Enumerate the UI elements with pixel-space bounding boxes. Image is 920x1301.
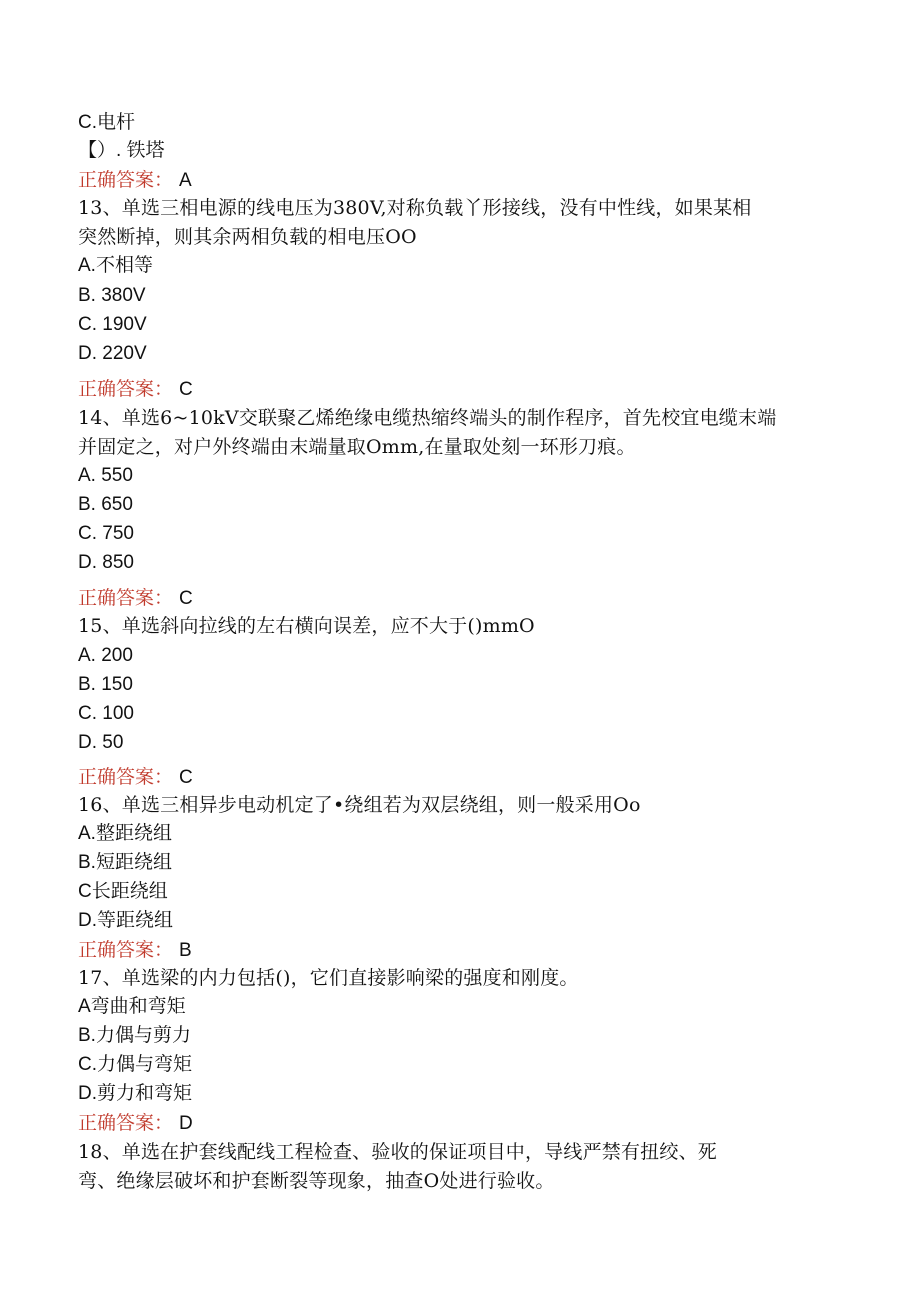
question-text: 18、单选在护套线配线工程检查、验收的保证项目中，导线严禁有扭绞、死: [78, 1141, 717, 1163]
answer-label: 正确答案：: [78, 169, 174, 191]
option-text: A. 200: [78, 645, 133, 666]
answer-label: 正确答案：: [78, 939, 174, 961]
question-text: 弯、绝缘层破坏和护套断裂等现象，抽查O处进行验收。: [78, 1170, 555, 1192]
question-text: 17、单选梁的内力包括()，它们直接影响梁的强度和刚度。: [78, 967, 579, 989]
answer-label: 正确答案：: [78, 1112, 174, 1134]
option-text: C. 190V: [78, 314, 147, 335]
question-text: 15、单选斜向拉线的左右横向误差，应不大于()mmO: [78, 615, 535, 637]
answer-value: B: [179, 940, 192, 961]
answer-label: 正确答案：: [78, 766, 174, 788]
option-text: B. 150: [78, 674, 133, 695]
option-text: B. 380V: [78, 285, 146, 306]
option-text: D. 850: [78, 552, 134, 573]
answer-label: 正确答案：: [78, 587, 174, 609]
option-text: B.短距绕组: [78, 852, 172, 873]
option-text: C. 100: [78, 703, 134, 724]
answer-value: A: [179, 170, 192, 191]
question-text: 并固定之，对户外终端由末端量取Omm,在量取处刻一环形刀痕。: [78, 436, 636, 458]
answer-value: C: [179, 379, 193, 400]
option-text: C. 750: [78, 523, 134, 544]
option-text: B. 650: [78, 494, 133, 515]
question-text: 13、单选三相电源的线电压为380V,对称负载丫形接线，没有中性线，如果某相: [78, 197, 752, 219]
question-text: 突然断掉，则其余两相负载的相电压OO: [78, 226, 417, 248]
answer-label: 正确答案：: [78, 378, 174, 400]
option-text: A.整距绕组: [78, 823, 172, 844]
answer-line: [78, 1111, 193, 1136]
option-text: D.等距绕组: [78, 910, 174, 931]
answer-value: D: [179, 1113, 193, 1134]
answer-line: [78, 586, 193, 611]
answer-line: [78, 765, 193, 790]
option-text: C.电杆: [78, 112, 136, 133]
option-text: D. 220V: [78, 343, 147, 364]
option-text: A. 550: [78, 465, 133, 486]
option-text: A.不相等: [78, 255, 153, 276]
question-text: 14、单选6~10kV交联聚乙烯绝缘电缆热缩终端头的制作程序，首先校宜电缆末端: [78, 407, 777, 429]
answer-value: C: [179, 767, 193, 788]
option-text: C长距绕组: [78, 881, 168, 902]
question-text: 16、单选三相异步电动机定了•绕组若为双层绕组，则一般采用Oo: [78, 794, 641, 816]
answer-line: [78, 377, 193, 402]
answer-line: [78, 168, 192, 193]
option-text: B.力偶与剪力: [78, 1025, 191, 1046]
answer-value: C: [179, 588, 193, 609]
answer-line: [78, 938, 192, 963]
option-text: 【）. 铁塔: [78, 140, 165, 161]
option-text: C.力偶与弯矩: [78, 1054, 193, 1075]
option-text: D. 50: [78, 732, 124, 753]
option-text: A弯曲和弯矩: [78, 996, 186, 1017]
option-text: D.剪力和弯矩: [78, 1083, 193, 1104]
